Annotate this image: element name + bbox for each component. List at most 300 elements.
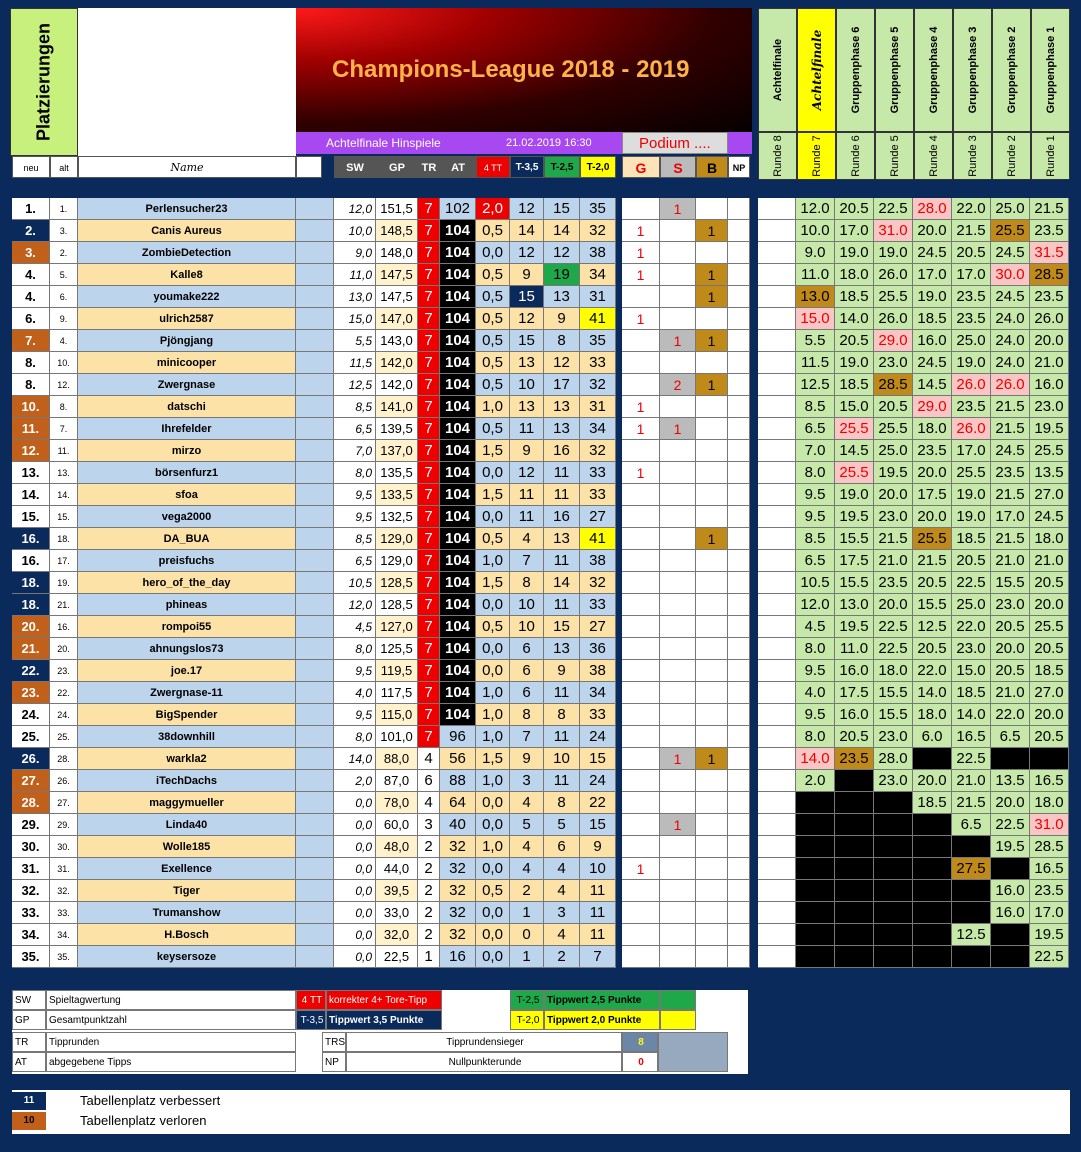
round-header-1 — [1031, 8, 1070, 132]
cell-round-3 — [952, 902, 991, 924]
cell-name: Canis Aureus — [78, 220, 296, 242]
cell-tt: 0,0 — [476, 858, 510, 880]
cell-t25: 4 — [544, 924, 580, 946]
cell-round-3: 27.5 — [952, 858, 991, 880]
cell-rank: 3. — [12, 242, 50, 264]
cell-gap1 — [296, 462, 334, 484]
cell-round-7: 9.5 — [796, 506, 835, 528]
cell-name: ahnungslos73 — [78, 638, 296, 660]
cell-t25: 19 — [544, 264, 580, 286]
cell-alt: 28. — [50, 748, 78, 770]
legend-green-swatch — [660, 990, 696, 1010]
round-number-1 — [1031, 132, 1070, 180]
cell-tt: 0,0 — [476, 462, 510, 484]
cell-t20: 15 — [580, 814, 616, 836]
cell-alt: 31. — [50, 858, 78, 880]
cell-g — [622, 198, 660, 220]
cell-np — [728, 550, 750, 572]
cell-tt: 0,0 — [476, 242, 510, 264]
cell-round-5: 23.0 — [874, 770, 913, 792]
cell-round-5: 22.5 — [874, 198, 913, 220]
cell-name: Exellence — [78, 858, 296, 880]
cell-t25: 4 — [544, 858, 580, 880]
col-t20: T-2,0 — [580, 156, 616, 178]
cell-round-4: 20.0 — [913, 462, 952, 484]
cell-t20: 35 — [580, 198, 616, 220]
cell-round-4: 20.0 — [913, 220, 952, 242]
cell-t25: 10 — [544, 748, 580, 770]
cell-tr: 2 — [418, 858, 440, 880]
cell-gap1 — [296, 242, 334, 264]
cell-t35: 10 — [510, 594, 544, 616]
cell-sw: 6,5 — [334, 418, 376, 440]
cell-t35: 5 — [510, 814, 544, 836]
cell-round-3: 21.5 — [952, 220, 991, 242]
cell-round-7: 6.5 — [796, 550, 835, 572]
cell-r8 — [758, 770, 796, 792]
cell-g: 1 — [622, 308, 660, 330]
cell-round-6: 20.5 — [835, 198, 874, 220]
cell-name: Wolle185 — [78, 836, 296, 858]
cell-alt: 30. — [50, 836, 78, 858]
cell-name: vega2000 — [78, 506, 296, 528]
cell-g — [622, 440, 660, 462]
cell-r8 — [758, 638, 796, 660]
cell-t20: 38 — [580, 242, 616, 264]
cell-sw: 0,0 — [334, 836, 376, 858]
cell-round-5: 20.0 — [874, 594, 913, 616]
cell-round-3: 15.0 — [952, 660, 991, 682]
cell-np — [728, 770, 750, 792]
cell-r8 — [758, 462, 796, 484]
cell-rank: 1. — [12, 198, 50, 220]
cell-rank: 8. — [12, 374, 50, 396]
cell-t35: 1 — [510, 902, 544, 924]
cell-alt: 3. — [50, 220, 78, 242]
cell-alt: 22. — [50, 682, 78, 704]
cell-round-5: 15.5 — [874, 682, 913, 704]
cell-g — [622, 484, 660, 506]
cell-round-7: 8.0 — [796, 462, 835, 484]
cell-round-6: 17.0 — [835, 220, 874, 242]
cell-t35: 11 — [510, 484, 544, 506]
cell-round-2: 20.0 — [991, 638, 1030, 660]
cell-gap1 — [296, 352, 334, 374]
cell-t35: 4 — [510, 836, 544, 858]
cell-gap1 — [296, 682, 334, 704]
round-header-5 — [875, 8, 914, 132]
cell-t25: 11 — [544, 484, 580, 506]
cell-sw: 9,5 — [334, 484, 376, 506]
cell-t20: 33 — [580, 462, 616, 484]
cell-rank: 32. — [12, 880, 50, 902]
cell-sw: 5,5 — [334, 330, 376, 352]
cell-round-7: 13.0 — [796, 286, 835, 308]
cell-s: 1 — [660, 748, 696, 770]
cell-round-6: 15.5 — [835, 572, 874, 594]
cell-np — [728, 308, 750, 330]
cell-t35: 10 — [510, 374, 544, 396]
cell-round-6 — [835, 902, 874, 924]
cell-name: DA_BUA — [78, 528, 296, 550]
cell-rank: 31. — [12, 858, 50, 880]
cell-g: 1 — [622, 242, 660, 264]
cell-gap1 — [296, 418, 334, 440]
cell-gp: 125,5 — [376, 638, 418, 660]
cell-alt: 26. — [50, 770, 78, 792]
cell-np — [728, 418, 750, 440]
cell-name: datschi — [78, 396, 296, 418]
cell-alt: 15. — [50, 506, 78, 528]
cell-round-1: 22.5 — [1030, 946, 1069, 968]
cell-g — [622, 550, 660, 572]
cell-name: börsenfurz1 — [78, 462, 296, 484]
cell-gp: 33,0 — [376, 902, 418, 924]
cell-tt: 0,0 — [476, 638, 510, 660]
cell-t35: 8 — [510, 704, 544, 726]
cell-t35: 13 — [510, 352, 544, 374]
cell-round-7: 9.5 — [796, 704, 835, 726]
cell-tt: 0,0 — [476, 814, 510, 836]
cell-tt: 0,0 — [476, 792, 510, 814]
cell-round-4: 18.5 — [913, 792, 952, 814]
cell-t20: 10 — [580, 858, 616, 880]
cell-s — [660, 220, 696, 242]
cell-t35: 12 — [510, 462, 544, 484]
cell-gp: 148,5 — [376, 220, 418, 242]
cell-gp: 87,0 — [376, 770, 418, 792]
cell-s: 1 — [660, 814, 696, 836]
cell-round-1: 23.5 — [1030, 220, 1069, 242]
cell-at: 32 — [440, 858, 476, 880]
cell-r8 — [758, 902, 796, 924]
cell-at: 104 — [440, 682, 476, 704]
cell-sw: 8,0 — [334, 638, 376, 660]
cell-gap1 — [296, 858, 334, 880]
cell-round-2: 21.5 — [991, 418, 1030, 440]
cell-round-4: 20.0 — [913, 770, 952, 792]
cell-at: 104 — [440, 484, 476, 506]
cell-rank: 13. — [12, 462, 50, 484]
cell-s — [660, 924, 696, 946]
cell-gap1 — [296, 484, 334, 506]
cell-gap1 — [296, 506, 334, 528]
cell-round-2 — [991, 924, 1030, 946]
cell-round-2: 30.0 — [991, 264, 1030, 286]
cell-round-2: 20.5 — [991, 616, 1030, 638]
cell-np — [728, 198, 750, 220]
cell-s: 2 — [660, 374, 696, 396]
cell-round-7: 8.0 — [796, 638, 835, 660]
round-number-label: Runde 5 — [888, 135, 901, 177]
cell-sw: 0,0 — [334, 814, 376, 836]
cell-t35: 0 — [510, 924, 544, 946]
cell-s — [660, 704, 696, 726]
cell-np — [728, 462, 750, 484]
round-number-6 — [836, 132, 875, 180]
cell-t20: 38 — [580, 660, 616, 682]
cell-at: 64 — [440, 792, 476, 814]
cell-b — [696, 440, 728, 462]
cell-round-3: 20.5 — [952, 242, 991, 264]
cell-round-3 — [952, 946, 991, 968]
cell-b — [696, 858, 728, 880]
cell-b — [696, 198, 728, 220]
cell-name: 38downhill — [78, 726, 296, 748]
cell-t20: 33 — [580, 594, 616, 616]
cell-np — [728, 396, 750, 418]
cell-round-4: 19.0 — [913, 286, 952, 308]
cell-tt: 1,0 — [476, 704, 510, 726]
cell-round-1: 21.5 — [1030, 198, 1069, 220]
legend-yellow-swatch — [660, 1010, 696, 1030]
cell-round-7: 15.0 — [796, 308, 835, 330]
cell-t20: 31 — [580, 396, 616, 418]
cell-r8 — [758, 924, 796, 946]
round-number-label: Runde 1 — [1044, 135, 1057, 177]
cell-g — [622, 880, 660, 902]
cell-at: 32 — [440, 880, 476, 902]
cell-round-6: 25.5 — [835, 462, 874, 484]
cell-at: 88 — [440, 770, 476, 792]
cell-round-5: 22.5 — [874, 616, 913, 638]
cell-round-2: 26.0 — [991, 374, 1030, 396]
cell-t20: 33 — [580, 704, 616, 726]
cell-round-5: 20.0 — [874, 484, 913, 506]
cell-round-3: 25.0 — [952, 330, 991, 352]
cell-round-5 — [874, 946, 913, 968]
cell-s — [660, 462, 696, 484]
cell-b — [696, 352, 728, 374]
cell-gp: 142,0 — [376, 352, 418, 374]
cell-round-1: 23.0 — [1030, 396, 1069, 418]
cell-t20: 32 — [580, 374, 616, 396]
cell-round-1: 17.0 — [1030, 902, 1069, 924]
cell-round-3: 17.0 — [952, 264, 991, 286]
cell-round-4: 22.0 — [913, 660, 952, 682]
col-alt: alt — [50, 156, 78, 178]
cell-round-4: 15.5 — [913, 594, 952, 616]
cell-alt: 10. — [50, 352, 78, 374]
cell-g: 1 — [622, 220, 660, 242]
cell-rank: 7. — [12, 330, 50, 352]
legend-np-value: 0 — [622, 1052, 658, 1072]
cell-r8 — [758, 704, 796, 726]
cell-g — [622, 836, 660, 858]
cell-round-4 — [913, 748, 952, 770]
cell-gp: 143,0 — [376, 330, 418, 352]
cell-tt: 0,5 — [476, 374, 510, 396]
col-4tt: 4 TT — [476, 156, 510, 178]
cell-round-2: 13.5 — [991, 770, 1030, 792]
cell-tr: 7 — [418, 572, 440, 594]
cell-g — [622, 594, 660, 616]
cell-r8 — [758, 594, 796, 616]
cell-at: 104 — [440, 374, 476, 396]
cell-at: 104 — [440, 330, 476, 352]
cell-rank: 8. — [12, 352, 50, 374]
cell-tr: 4 — [418, 748, 440, 770]
cell-gp: 127,0 — [376, 616, 418, 638]
cell-gp: 142,0 — [376, 374, 418, 396]
cell-np — [728, 792, 750, 814]
page-title: Champions-League 2018 - 2019 — [332, 56, 690, 83]
cell-gp: 128,5 — [376, 594, 418, 616]
cell-g — [622, 770, 660, 792]
cell-s — [660, 616, 696, 638]
col-t25: T-2,5 — [544, 156, 580, 178]
cell-b: 1 — [696, 748, 728, 770]
cell-tt: 0,0 — [476, 594, 510, 616]
cell-t25: 13 — [544, 418, 580, 440]
cell-sw: 12,5 — [334, 374, 376, 396]
cell-round-6: 20.5 — [835, 726, 874, 748]
cell-np — [728, 594, 750, 616]
cell-tr: 2 — [418, 880, 440, 902]
cell-np — [728, 748, 750, 770]
cell-round-7: 6.5 — [796, 418, 835, 440]
cell-t25: 11 — [544, 594, 580, 616]
cell-b — [696, 594, 728, 616]
cell-np — [728, 352, 750, 374]
cell-rank: 21. — [12, 638, 50, 660]
cell-t20: 35 — [580, 330, 616, 352]
cell-gap1 — [296, 924, 334, 946]
cell-tr: 7 — [418, 484, 440, 506]
cell-r8 — [758, 352, 796, 374]
cell-at: 32 — [440, 902, 476, 924]
cell-sw: 0,0 — [334, 946, 376, 968]
cell-gap1 — [296, 374, 334, 396]
cell-t25: 14 — [544, 220, 580, 242]
cell-name: Tiger — [78, 880, 296, 902]
cell-t20: 24 — [580, 726, 616, 748]
cell-s — [660, 264, 696, 286]
cell-t35: 9 — [510, 264, 544, 286]
cell-round-4 — [913, 880, 952, 902]
cell-t35: 4 — [510, 858, 544, 880]
cell-gap1 — [296, 638, 334, 660]
cell-b — [696, 418, 728, 440]
cell-np — [728, 528, 750, 550]
cell-gap1 — [296, 770, 334, 792]
cell-np — [728, 660, 750, 682]
cell-alt: 23. — [50, 660, 78, 682]
legend-4tt-text: korrekter 4+ Tore-Tipp — [326, 990, 442, 1010]
cell-round-2 — [991, 858, 1030, 880]
cell-round-2: 19.5 — [991, 836, 1030, 858]
cell-gap1 — [296, 616, 334, 638]
footer-legend — [12, 1090, 1070, 1134]
cell-sw: 2,0 — [334, 770, 376, 792]
cell-np — [728, 572, 750, 594]
cell-gp: 129,0 — [376, 528, 418, 550]
cell-gp: 128,5 — [376, 572, 418, 594]
legend-t35-text: Tippwert 3,5 Punkte — [326, 1010, 442, 1030]
cell-b: 1 — [696, 220, 728, 242]
cell-round-4: 21.5 — [913, 550, 952, 572]
cell-name: ZombieDetection — [78, 242, 296, 264]
cell-t20: 38 — [580, 550, 616, 572]
cell-t20: 33 — [580, 484, 616, 506]
cell-rank: 10. — [12, 396, 50, 418]
cell-b — [696, 814, 728, 836]
cell-round-1: 26.0 — [1030, 308, 1069, 330]
cell-t35: 7 — [510, 726, 544, 748]
cell-alt: 11. — [50, 440, 78, 462]
cell-round-2: 20.5 — [991, 660, 1030, 682]
cell-gp: 129,0 — [376, 550, 418, 572]
cell-round-5: 23.5 — [874, 572, 913, 594]
cell-r8 — [758, 616, 796, 638]
legend-t20-key: T-2,0 — [510, 1010, 544, 1030]
cell-gap1 — [296, 660, 334, 682]
cell-round-7: 11.5 — [796, 352, 835, 374]
cell-t25: 12 — [544, 352, 580, 374]
cell-b: 1 — [696, 264, 728, 286]
legend-trs-text: Tipprundensieger — [346, 1032, 622, 1052]
cell-np — [728, 506, 750, 528]
cell-t35: 15 — [510, 286, 544, 308]
cell-gp: 141,0 — [376, 396, 418, 418]
cell-sw: 11,5 — [334, 352, 376, 374]
legend-np-text: Nullpunkterunde — [346, 1052, 622, 1072]
cell-sw: 8,5 — [334, 528, 376, 550]
cell-round-4: 20.5 — [913, 638, 952, 660]
cell-t25: 11 — [544, 770, 580, 792]
cell-s — [660, 484, 696, 506]
cell-rank: 20. — [12, 616, 50, 638]
cell-round-2: 24.0 — [991, 308, 1030, 330]
cell-g — [622, 704, 660, 726]
cell-round-2: 24.0 — [991, 352, 1030, 374]
legend-sw-text: Spieltagwertung — [46, 990, 296, 1010]
col-t35: T-3,5 — [510, 156, 544, 178]
cell-round-7 — [796, 946, 835, 968]
cell-round-6: 19.0 — [835, 242, 874, 264]
cell-b: 1 — [696, 374, 728, 396]
cell-t25: 13 — [544, 396, 580, 418]
cell-round-7 — [796, 814, 835, 836]
cell-g — [622, 352, 660, 374]
cell-t25: 8 — [544, 792, 580, 814]
cell-round-2: 16.0 — [991, 880, 1030, 902]
cell-round-7: 7.0 — [796, 440, 835, 462]
cell-sw: 9,5 — [334, 704, 376, 726]
cell-sw: 8,0 — [334, 726, 376, 748]
cell-rank: 14. — [12, 484, 50, 506]
cell-g — [622, 286, 660, 308]
cell-round-1: 20.5 — [1030, 726, 1069, 748]
cell-round-4: 20.5 — [913, 572, 952, 594]
cell-round-6: 14.0 — [835, 308, 874, 330]
cell-tr: 7 — [418, 374, 440, 396]
cell-round-7 — [796, 924, 835, 946]
cell-b — [696, 660, 728, 682]
cell-alt: 34. — [50, 924, 78, 946]
cell-rank: 25. — [12, 726, 50, 748]
cell-r8 — [758, 308, 796, 330]
cell-t35: 7 — [510, 550, 544, 572]
round-name: Gruppenphase 2 — [1005, 26, 1018, 114]
cell-round-6 — [835, 770, 874, 792]
cell-round-5 — [874, 792, 913, 814]
cell-round-7: 4.5 — [796, 616, 835, 638]
cell-round-3: 26.0 — [952, 374, 991, 396]
cell-rank: 18. — [12, 572, 50, 594]
cell-np — [728, 924, 750, 946]
cell-gap1 — [296, 572, 334, 594]
